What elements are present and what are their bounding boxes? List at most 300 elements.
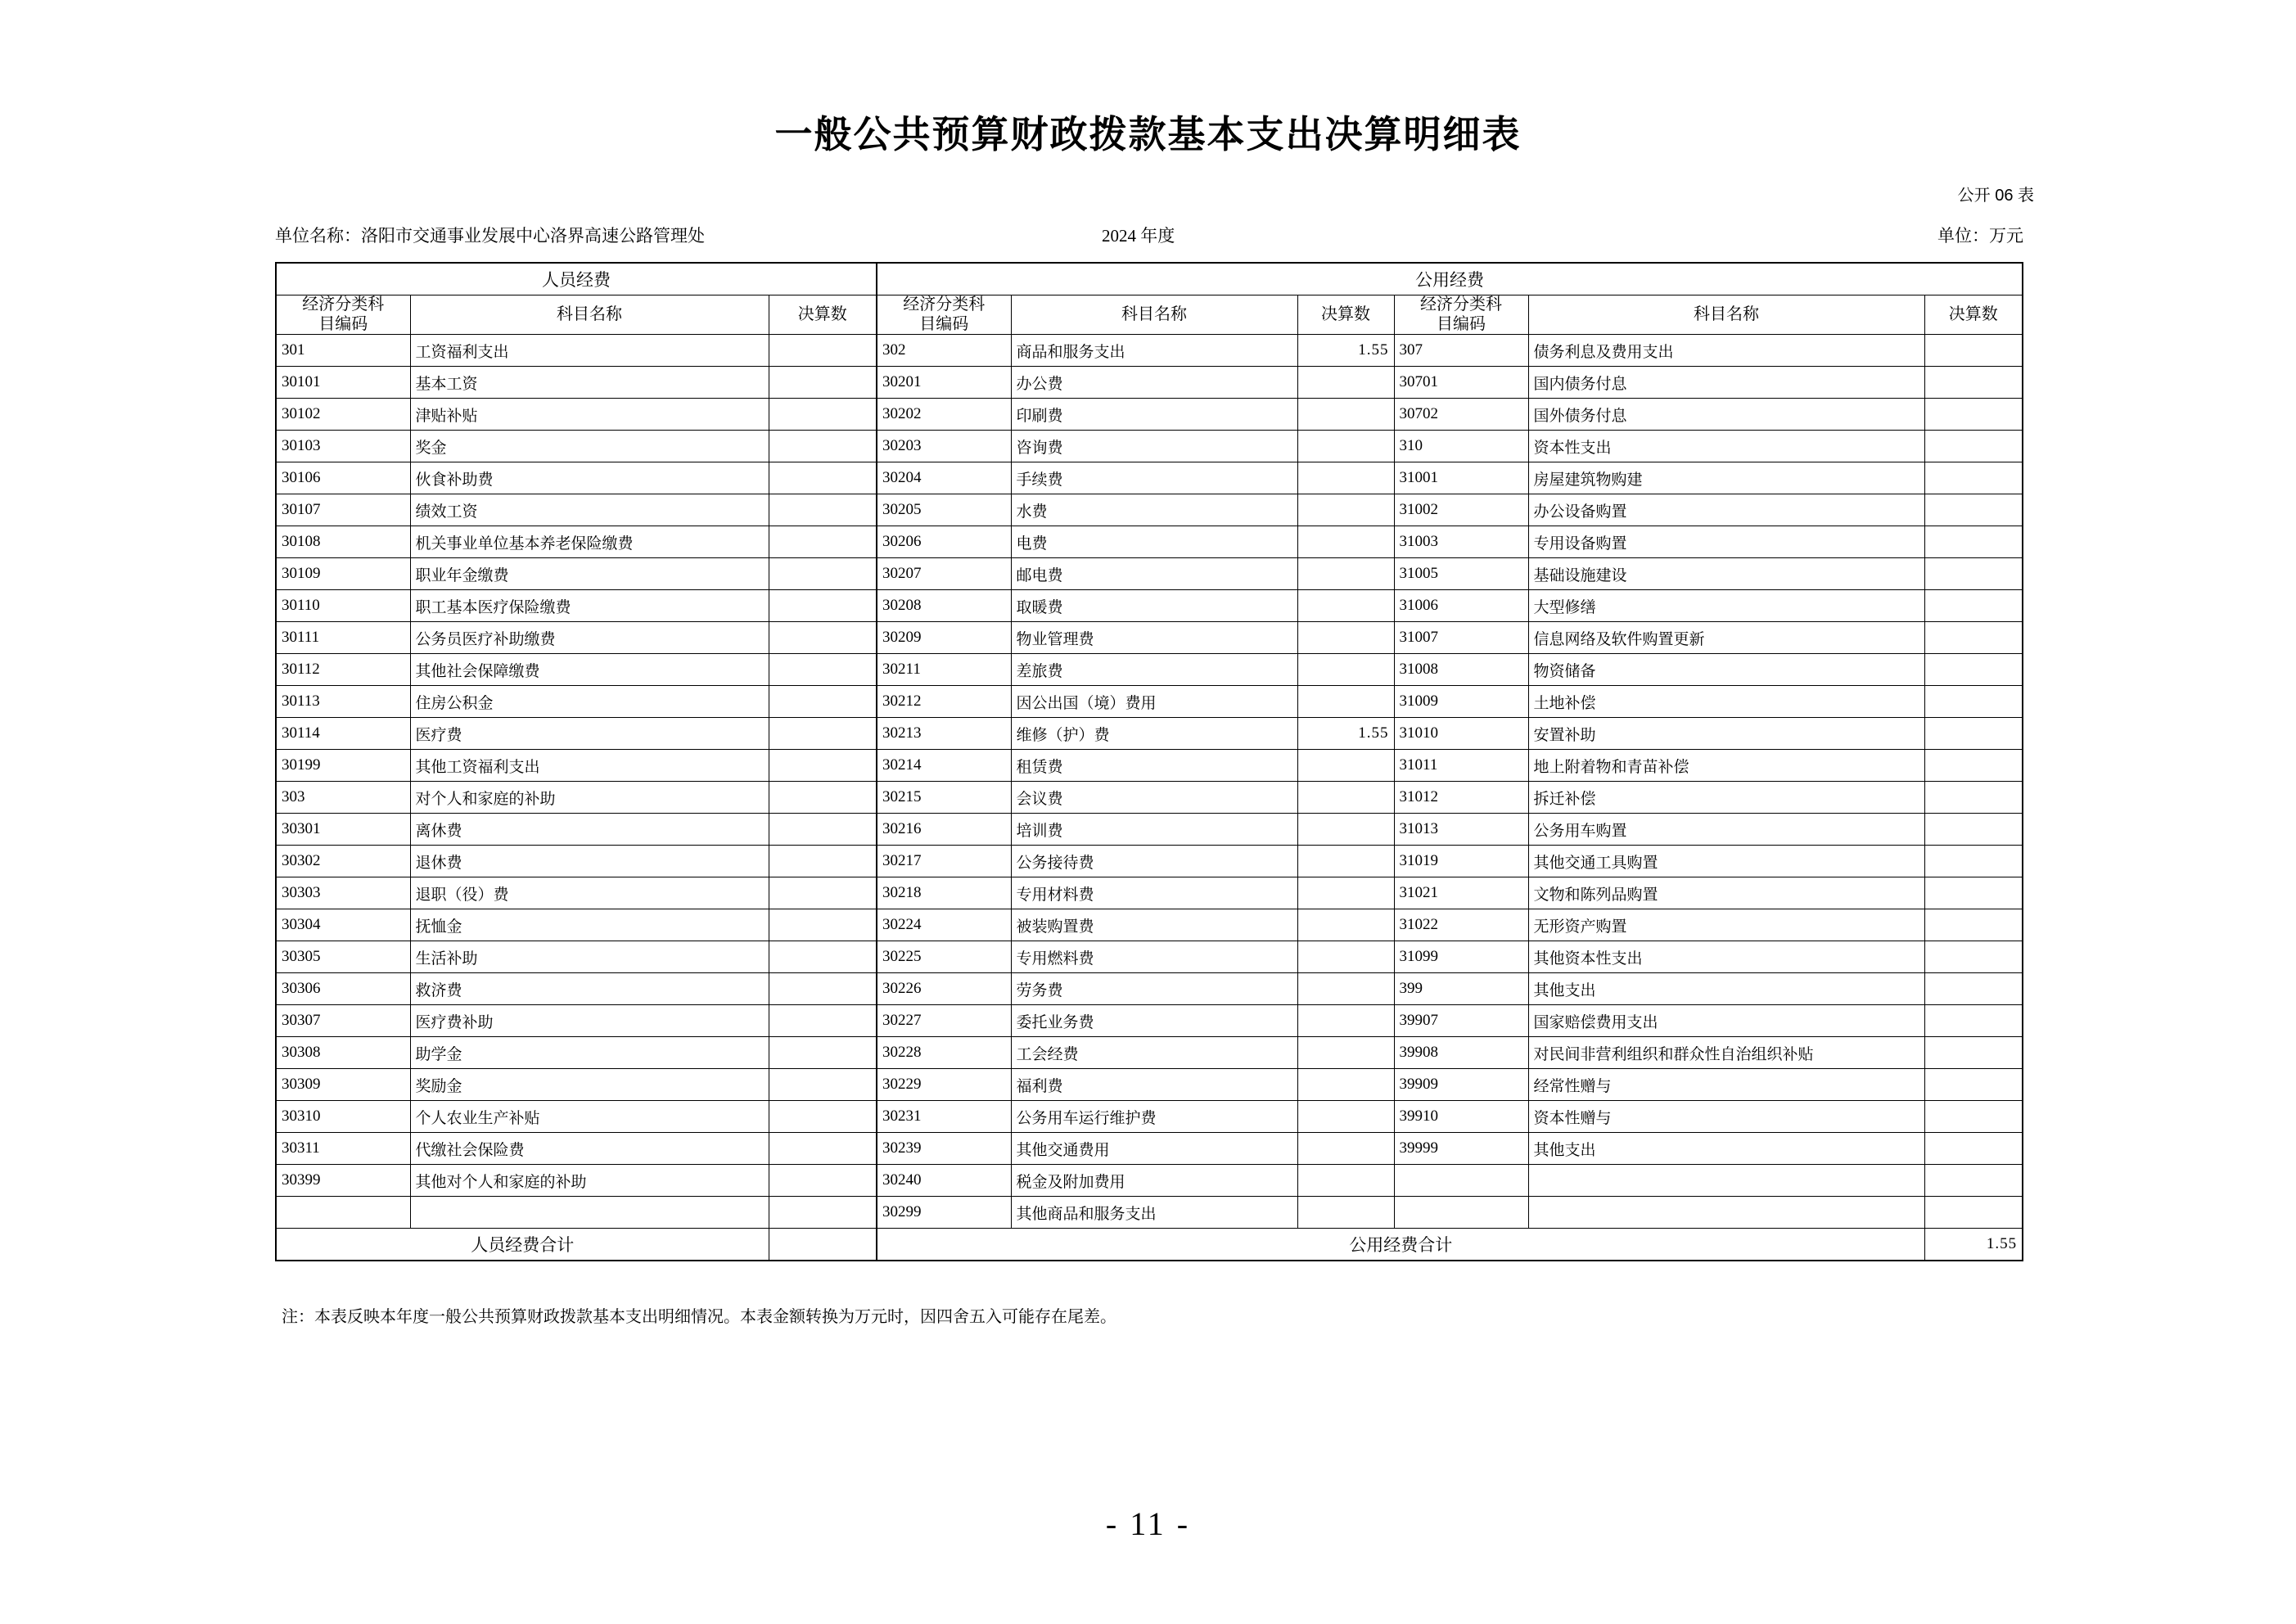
cell-name-personnel: 基本工资 [410,367,769,399]
cell-code-personnel: 30399 [276,1165,410,1197]
total-personnel-label: 人员经费合计 [276,1229,769,1261]
cell-name-capital: 信息网络及软件购置更新 [1528,622,1924,654]
cell-code-capital: 39908 [1394,1037,1528,1069]
table-row [276,686,2023,718]
cell-amount-capital [1924,431,2023,462]
cell-code-personnel: 30309 [276,1069,410,1101]
cell-amount-personnel [769,494,877,526]
cell-code-personnel: 303 [276,782,410,814]
cell-name-capital: 大型修缮 [1528,590,1924,622]
cell-code-goods: 30226 [877,973,1011,1005]
cell-code-personnel: 30110 [276,590,410,622]
cell-code-personnel: 30111 [276,622,410,654]
cell-code-capital: 31011 [1394,750,1528,782]
table-row [276,909,2023,941]
cell-name-capital: 土地补偿 [1528,686,1924,718]
cell-code-capital: 31021 [1394,877,1528,909]
cell-name-goods: 物业管理费 [1011,622,1297,654]
cell-name-goods: 其他交通费用 [1011,1133,1297,1165]
cell-code-personnel: 30199 [276,750,410,782]
cell-code-capital: 39999 [1394,1133,1528,1165]
cell-amount-capital [1924,1005,2023,1037]
cell-code-capital: 31005 [1394,558,1528,590]
cell-name-goods: 劳务费 [1011,973,1297,1005]
cell-code-goods: 30202 [877,399,1011,431]
table-foot [276,1229,2023,1261]
cell-amount-capital [1924,590,2023,622]
cell-amount-capital [1924,814,2023,846]
table-row [276,846,2023,877]
cell-code-capital: 39907 [1394,1005,1528,1037]
cell-amount-capital [1924,1069,2023,1101]
cell-amount-goods [1297,1069,1394,1101]
cell-code-goods: 30205 [877,494,1011,526]
cell-amount-goods [1297,399,1394,431]
cell-amount-capital [1924,654,2023,686]
cell-amount-personnel [769,846,877,877]
table-row [276,558,2023,590]
cell-amount-goods [1297,686,1394,718]
cell-code-capital: 31022 [1394,909,1528,941]
cell-amount-personnel [769,462,877,494]
cell-name-personnel: 住房公积金 [410,686,769,718]
cell-name-goods: 税金及附加费用 [1011,1165,1297,1197]
cell-name-personnel: 津贴补贴 [410,399,769,431]
cell-amount-capital [1924,1197,2023,1229]
cell-code-goods: 30213 [877,718,1011,750]
cell-amount-personnel [769,1133,877,1165]
cell-amount-personnel [769,1005,877,1037]
cell-name-goods: 办公费 [1011,367,1297,399]
col-header-code-line2: 目编码 [318,314,368,333]
cell-name-goods: 差旅费 [1011,654,1297,686]
cell-amount-goods [1297,1133,1394,1165]
cell-code-capital: 31002 [1394,494,1528,526]
cell-code-personnel: 30113 [276,686,410,718]
cell-code-goods: 30231 [877,1101,1011,1133]
cell-amount-goods [1297,1101,1394,1133]
cell-code-personnel: 30308 [276,1037,410,1069]
col-header-name-capital: 科目名称 [1528,295,1924,335]
cell-amount-goods [1297,1165,1394,1197]
cell-name-capital: 安置补助 [1528,718,1924,750]
cell-amount-personnel [769,654,877,686]
col-header-code-line1-capital: 经济分类科 [1420,295,1503,314]
cell-name-goods: 委托业务费 [1011,1005,1297,1037]
cell-name-goods: 会议费 [1011,782,1297,814]
cell-code-personnel: 30303 [276,877,410,909]
cell-code-capital: 31099 [1394,941,1528,973]
cell-amount-goods [1297,909,1394,941]
fiscal-year-label: 2024 年度 [1102,226,1175,246]
cell-amount-personnel [769,558,877,590]
cell-name-goods: 其他商品和服务支出 [1011,1197,1297,1229]
cell-amount-goods [1297,431,1394,462]
cell-code-capital: 31010 [1394,718,1528,750]
budget-table-wrapper [275,262,2022,1261]
cell-code-capital [1394,1197,1528,1229]
cell-code-personnel: 30302 [276,846,410,877]
col-header-amount-personnel: 决算数 [769,295,877,335]
cell-code-goods: 30207 [877,558,1011,590]
cell-amount-capital [1924,782,2023,814]
cell-name-capital: 办公设备购置 [1528,494,1924,526]
cell-amount-goods [1297,846,1394,877]
cell-name-personnel: 抚恤金 [410,909,769,941]
cell-amount-goods [1297,590,1394,622]
cell-name-personnel: 生活补助 [410,941,769,973]
col-header-code-goods [877,295,1011,335]
cell-amount-personnel [769,590,877,622]
table-row [276,1037,2023,1069]
table-row [276,941,2023,973]
cell-amount-capital [1924,558,2023,590]
table-row [276,782,2023,814]
cell-name-personnel: 医疗费 [410,718,769,750]
cell-amount-personnel [769,1197,877,1229]
cell-name-capital: 其他支出 [1528,1133,1924,1165]
col-header-amount-goods: 决算数 [1297,295,1394,335]
cell-name-capital: 文物和陈列品购置 [1528,877,1924,909]
cell-name-personnel: 医疗费补助 [410,1005,769,1037]
cell-name-capital: 专用设备购置 [1528,526,1924,558]
cell-code-goods: 30229 [877,1069,1011,1101]
cell-name-goods: 水费 [1011,494,1297,526]
cell-code-personnel: 30107 [276,494,410,526]
cell-name-capital: 对民间非营利组织和群众性自治组织补贴 [1528,1037,1924,1069]
cell-amount-capital [1924,462,2023,494]
cell-name-capital: 其他资本性支出 [1528,941,1924,973]
cell-name-capital: 地上附着物和青苗补偿 [1528,750,1924,782]
cell-name-personnel: 救济费 [410,973,769,1005]
total-public-label: 公用经费合计 [877,1229,1924,1261]
cell-amount-goods [1297,462,1394,494]
cell-name-goods: 取暖费 [1011,590,1297,622]
cell-amount-capital [1924,941,2023,973]
table-row [276,526,2023,558]
cell-amount-goods [1297,494,1394,526]
cell-code-goods: 30218 [877,877,1011,909]
cell-code-goods: 30209 [877,622,1011,654]
cell-name-goods: 专用燃料费 [1011,941,1297,973]
cell-code-personnel: 30108 [276,526,410,558]
cell-code-goods: 30214 [877,750,1011,782]
cell-name-personnel: 其他对个人和家庭的补助 [410,1165,769,1197]
col-header-code-line2-capital: 目编码 [1437,314,1486,333]
cell-code-personnel: 30114 [276,718,410,750]
cell-amount-goods [1297,973,1394,1005]
table-row [276,1197,2023,1229]
cell-code-capital: 39909 [1394,1069,1528,1101]
cell-amount-capital [1924,526,2023,558]
cell-amount-capital [1924,335,2023,367]
cell-name-personnel: 退休费 [410,846,769,877]
cell-code-goods: 30228 [877,1037,1011,1069]
table-row [276,814,2023,846]
total-personnel-value [769,1229,877,1261]
cell-amount-goods [1297,1005,1394,1037]
cell-name-goods: 商品和服务支出 [1011,335,1297,367]
cell-amount-personnel [769,941,877,973]
column-header-row [276,295,2023,335]
cell-name-goods: 被装购置费 [1011,909,1297,941]
cell-name-goods: 印刷费 [1011,399,1297,431]
cell-code-goods: 30216 [877,814,1011,846]
cell-amount-personnel [769,782,877,814]
unit-name-label: 单位名称：洛阳市交通事业发展中心洛界高速公路管理处 [275,226,705,246]
cell-amount-capital [1924,686,2023,718]
meta-row [275,223,2023,247]
cell-name-capital: 资本性支出 [1528,431,1924,462]
cell-amount-personnel [769,526,877,558]
cell-code-capital: 31013 [1394,814,1528,846]
cell-amount-capital [1924,909,2023,941]
cell-code-goods: 30240 [877,1165,1011,1197]
cell-amount-goods [1297,877,1394,909]
cell-name-capital: 房屋建筑物购建 [1528,462,1924,494]
cell-code-personnel: 30307 [276,1005,410,1037]
cell-amount-goods [1297,1197,1394,1229]
cell-amount-personnel [769,1101,877,1133]
cell-name-capital: 无形资产购置 [1528,909,1924,941]
cell-name-goods: 租赁费 [1011,750,1297,782]
cell-name-personnel: 奖励金 [410,1069,769,1101]
cell-code-goods: 30201 [877,367,1011,399]
cell-name-goods: 手续费 [1011,462,1297,494]
table-row [276,431,2023,462]
cell-name-capital: 其他交通工具购置 [1528,846,1924,877]
totals-row [276,1229,2023,1261]
cell-code-capital: 31006 [1394,590,1528,622]
cell-name-personnel: 退职（役）费 [410,877,769,909]
col-header-amount-capital: 决算数 [1924,295,2023,335]
cell-code-capital: 31012 [1394,782,1528,814]
cell-name-goods: 公务用车运行维护费 [1011,1101,1297,1133]
table-footnote: 注：本表反映本年度一般公共预算财政拨款基本支出明细情况。本表金额转换为万元时，因四舍五入可能存在尾差。 [282,1308,1116,1326]
col-header-code-personnel [276,295,410,335]
cell-amount-personnel [769,814,877,846]
group-header-public: 公用经费 [877,263,2023,295]
cell-name-goods: 邮电费 [1011,558,1297,590]
cell-code-personnel: 30102 [276,399,410,431]
cell-name-personnel: 助学金 [410,1037,769,1069]
cell-name-goods: 咨询费 [1011,431,1297,462]
cell-code-personnel: 30103 [276,431,410,462]
col-header-code-line1: 经济分类科 [302,295,385,314]
cell-name-goods: 培训费 [1011,814,1297,846]
cell-name-capital: 基础设施建设 [1528,558,1924,590]
cell-name-capital: 拆迁补偿 [1528,782,1924,814]
cell-code-goods: 30208 [877,590,1011,622]
cell-code-capital: 39910 [1394,1101,1528,1133]
cell-amount-goods [1297,782,1394,814]
cell-code-capital: 31001 [1394,462,1528,494]
cell-code-personnel: 30112 [276,654,410,686]
cell-amount-capital [1924,877,2023,909]
cell-amount-personnel [769,877,877,909]
cell-code-goods: 30212 [877,686,1011,718]
cell-amount-personnel [769,718,877,750]
cell-code-personnel: 30306 [276,973,410,1005]
page-title: 一般公共预算财政拨款基本支出决算明细表 [774,113,1522,156]
cell-amount-personnel [769,367,877,399]
cell-name-goods: 维修（护）费 [1011,718,1297,750]
table-row [276,590,2023,622]
cell-code-personnel: 30305 [276,941,410,973]
cell-name-personnel: 公务员医疗补助缴费 [410,622,769,654]
cell-code-capital: 31003 [1394,526,1528,558]
cell-name-personnel: 离休费 [410,814,769,846]
table-row [276,973,2023,1005]
col-header-name-goods: 科目名称 [1011,295,1297,335]
cell-name-personnel: 个人农业生产补贴 [410,1101,769,1133]
cell-amount-personnel [769,399,877,431]
group-header-row [276,263,2023,295]
cell-code-personnel: 30109 [276,558,410,590]
cell-name-capital: 债务利息及费用支出 [1528,335,1924,367]
form-number-label: 公开 06 表 [1957,187,2034,205]
cell-code-goods: 30299 [877,1197,1011,1229]
cell-code-personnel [276,1197,410,1229]
cell-code-personnel: 30106 [276,462,410,494]
cell-amount-goods [1297,558,1394,590]
cell-code-personnel: 30301 [276,814,410,846]
cell-code-capital [1394,1165,1528,1197]
cell-code-goods: 30204 [877,462,1011,494]
table-row [276,718,2023,750]
cell-code-goods: 30239 [877,1133,1011,1165]
cell-name-personnel: 职工基本医疗保险缴费 [410,590,769,622]
cell-name-personnel: 代缴社会保险费 [410,1133,769,1165]
cell-amount-personnel [769,431,877,462]
group-header-personnel: 人员经费 [276,263,877,295]
table-body [276,335,2023,1229]
cell-code-goods: 30215 [877,782,1011,814]
cell-name-capital: 国外债务付息 [1528,399,1924,431]
cell-amount-personnel [769,973,877,1005]
cell-amount-capital [1924,367,2023,399]
cell-name-goods: 福利费 [1011,1069,1297,1101]
table-row [276,1133,2023,1165]
table-row [276,1005,2023,1037]
cell-code-goods: 30225 [877,941,1011,973]
cell-code-capital: 310 [1394,431,1528,462]
cell-name-capital: 其他支出 [1528,973,1924,1005]
cell-code-goods: 30203 [877,431,1011,462]
cell-code-goods: 302 [877,335,1011,367]
cell-code-capital: 31007 [1394,622,1528,654]
cell-name-goods: 电费 [1011,526,1297,558]
cell-name-personnel [410,1197,769,1229]
table-row [276,494,2023,526]
cell-name-goods: 公务接待费 [1011,846,1297,877]
cell-code-capital: 30702 [1394,399,1528,431]
cell-amount-personnel [769,1037,877,1069]
cell-code-capital: 307 [1394,335,1528,367]
budget-detail-table [275,262,2023,1261]
cell-code-personnel: 30304 [276,909,410,941]
cell-code-goods: 30211 [877,654,1011,686]
table-row [276,1101,2023,1133]
cell-amount-personnel [769,909,877,941]
cell-amount-goods [1297,367,1394,399]
cell-amount-personnel [769,1165,877,1197]
cell-code-capital: 31019 [1394,846,1528,877]
cell-code-goods: 30206 [877,526,1011,558]
cell-code-goods: 30224 [877,909,1011,941]
col-header-code-capital [1394,295,1528,335]
cell-name-personnel: 工资福利支出 [410,335,769,367]
cell-name-personnel: 职业年金缴费 [410,558,769,590]
cell-name-goods: 因公出国（境）费用 [1011,686,1297,718]
table-row [276,877,2023,909]
table-row [276,462,2023,494]
table-row [276,367,2023,399]
cell-name-personnel: 其他工资福利支出 [410,750,769,782]
cell-name-capital: 物资储备 [1528,654,1924,686]
cell-code-capital: 31009 [1394,686,1528,718]
table-row [276,1165,2023,1197]
cell-amount-personnel [769,686,877,718]
cell-code-personnel: 30311 [276,1133,410,1165]
cell-code-goods: 30227 [877,1005,1011,1037]
cell-amount-personnel [769,1069,877,1101]
cell-name-capital: 国家赔偿费用支出 [1528,1005,1924,1037]
total-public-value: 1.55 [1924,1229,2023,1261]
cell-amount-capital [1924,1165,2023,1197]
cell-amount-goods [1297,941,1394,973]
cell-code-goods: 30217 [877,846,1011,877]
cell-name-goods: 专用材料费 [1011,877,1297,909]
cell-name-personnel: 奖金 [410,431,769,462]
table-head [276,263,2023,335]
cell-amount-capital [1924,1037,2023,1069]
cell-name-capital [1528,1165,1924,1197]
cell-name-personnel: 伙食补助费 [410,462,769,494]
cell-amount-capital [1924,973,2023,1005]
table-row [276,654,2023,686]
cell-amount-goods [1297,526,1394,558]
table-row [276,750,2023,782]
cell-amount-goods [1297,750,1394,782]
cell-name-personnel: 对个人和家庭的补助 [410,782,769,814]
cell-code-capital: 31008 [1394,654,1528,686]
cell-amount-capital [1924,846,2023,877]
table-row [276,1069,2023,1101]
cell-amount-goods [1297,1037,1394,1069]
cell-amount-capital [1924,750,2023,782]
cell-name-personnel: 其他社会保障缴费 [410,654,769,686]
table-row [276,622,2023,654]
cell-amount-goods: 1.55 [1297,718,1394,750]
cell-amount-personnel [769,622,877,654]
table-row [276,399,2023,431]
cell-amount-capital [1924,622,2023,654]
cell-amount-capital [1924,1101,2023,1133]
cell-code-personnel: 30101 [276,367,410,399]
cell-name-personnel: 绩效工资 [410,494,769,526]
cell-name-goods: 工会经费 [1011,1037,1297,1069]
cell-amount-goods [1297,654,1394,686]
col-header-code-line1-goods: 经济分类科 [903,295,986,314]
amount-unit-label: 单位：万元 [1937,226,2023,246]
cell-code-capital: 399 [1394,973,1528,1005]
cell-name-capital: 经常性赠与 [1528,1069,1924,1101]
cell-amount-capital [1924,494,2023,526]
cell-amount-personnel [769,335,877,367]
cell-name-capital: 资本性赠与 [1528,1101,1924,1133]
cell-amount-personnel [769,750,877,782]
